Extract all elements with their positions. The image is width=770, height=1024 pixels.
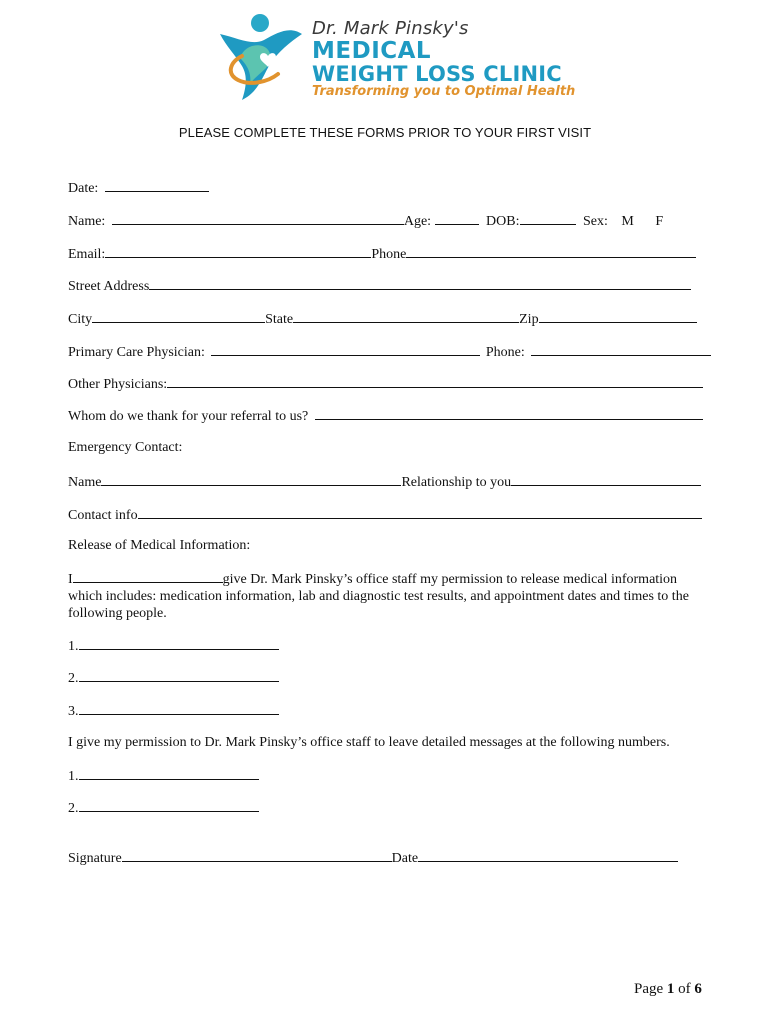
name-label: Name:: [68, 214, 106, 229]
email-field[interactable]: [105, 245, 371, 258]
message-item-number: 1.: [68, 769, 79, 784]
email-row: [68, 245, 696, 263]
clinic-logo-icon: [212, 12, 304, 104]
release-item-number: 3.: [68, 704, 79, 719]
street-field[interactable]: [149, 277, 691, 290]
release-item-field[interactable]: [79, 637, 279, 650]
page-word: Page: [634, 981, 664, 997]
phone-label: Phone: [371, 247, 407, 262]
release-item-1: [68, 637, 279, 655]
message-number-2: [68, 799, 259, 817]
email-label: Email:: [68, 247, 106, 262]
message-number-field[interactable]: [79, 767, 259, 780]
release-text: give Dr. Mark Pinsky’s office staff my permission to release medical information which includes: medication information, lab and diagnostic test results, and appointment dates and times to the following people.: [68, 572, 689, 621]
zip-label: Zip: [519, 312, 539, 327]
total-pages: 6: [694, 981, 702, 997]
relationship-label: Relationship to you: [401, 475, 512, 490]
contact-info-label: Contact info: [68, 508, 138, 523]
release-item-2: [68, 669, 279, 687]
messages-permission-text: I give my permission to Dr. Mark Pinsky’s office staff to leave detailed messages at the following numbers.: [68, 735, 670, 750]
logo-medical: MEDICAL: [312, 38, 432, 64]
signature-label: Signature: [68, 851, 122, 866]
other-physicians-field[interactable]: [167, 375, 703, 388]
message-item-number: 2.: [68, 801, 79, 816]
signature-date-label: Date: [391, 851, 419, 866]
release-item-3: [68, 702, 279, 720]
name-field[interactable]: [112, 212, 404, 225]
age-field[interactable]: [435, 212, 479, 225]
state-field[interactable]: [293, 310, 519, 323]
date-row: [68, 179, 209, 197]
of-word: of: [678, 981, 691, 997]
release-item-field[interactable]: [79, 669, 279, 682]
signature-date-field[interactable]: [418, 849, 678, 862]
form-heading: PLEASE COMPLETE THESE FORMS PRIOR TO YOUR FIRST VISIT: [178, 125, 592, 140]
other-physicians-row: [68, 375, 703, 393]
sex-label: Sex:: [583, 214, 608, 229]
logo-weight-loss-clinic: WEIGHT LOSS CLINIC: [312, 62, 562, 86]
page-number: [634, 981, 702, 998]
logo-script-name: Dr. Mark Pinsky's: [312, 18, 469, 39]
name-row: [68, 212, 663, 230]
state-label: State: [265, 312, 294, 327]
emergency-name-label: Name: [68, 475, 102, 490]
contact-info-field[interactable]: [138, 506, 702, 519]
contact-info-row: [68, 506, 702, 524]
relationship-field[interactable]: [511, 473, 701, 486]
age-label: Age:: [403, 214, 432, 229]
signature-row: [68, 849, 678, 867]
referral-row: [68, 407, 703, 425]
pcp-field[interactable]: [211, 343, 480, 356]
city-label: City: [68, 312, 93, 327]
message-number-field[interactable]: [79, 799, 259, 812]
street-label: Street Address: [68, 279, 150, 294]
emergency-name-row: [68, 473, 701, 491]
date-label: Date:: [68, 181, 99, 196]
release-paragraph: [68, 570, 698, 622]
city-field[interactable]: [92, 310, 265, 323]
street-row: [68, 277, 691, 295]
other-physicians-label: Other Physicians:: [68, 377, 168, 392]
pcp-phone-label: Phone:: [485, 345, 525, 360]
sex-option-f[interactable]: F: [655, 214, 664, 229]
emergency-name-field[interactable]: [101, 473, 401, 486]
referral-field[interactable]: [315, 407, 703, 420]
signature-field[interactable]: [122, 849, 392, 862]
release-prefix: I: [68, 572, 73, 587]
dob-field[interactable]: [520, 212, 576, 225]
referral-label: Whom do we thank for your referral to us?: [68, 409, 309, 424]
current-page: 1: [666, 981, 675, 997]
logo-tagline: Transforming you to Optimal Health: [312, 84, 576, 99]
emergency-contact-heading: Emergency Contact:: [68, 440, 183, 455]
release-item-field[interactable]: [79, 702, 279, 715]
zip-field[interactable]: [539, 310, 697, 323]
dob-label: DOB:: [486, 214, 520, 229]
pcp-row: [68, 343, 711, 361]
release-item-number: 2.: [68, 671, 79, 686]
date-field[interactable]: [105, 179, 209, 192]
sex-option-m[interactable]: M: [621, 214, 634, 229]
message-number-1: [68, 767, 259, 785]
pcp-phone-field[interactable]: [531, 343, 711, 356]
city-row: [68, 310, 697, 328]
release-heading: Release of Medical Information:: [68, 538, 251, 553]
phone-field[interactable]: [406, 245, 696, 258]
pcp-label: Primary Care Physician:: [68, 345, 205, 360]
release-item-number: 1.: [68, 639, 79, 654]
release-name-field[interactable]: [73, 570, 223, 583]
clinic-logo: [212, 12, 576, 104]
